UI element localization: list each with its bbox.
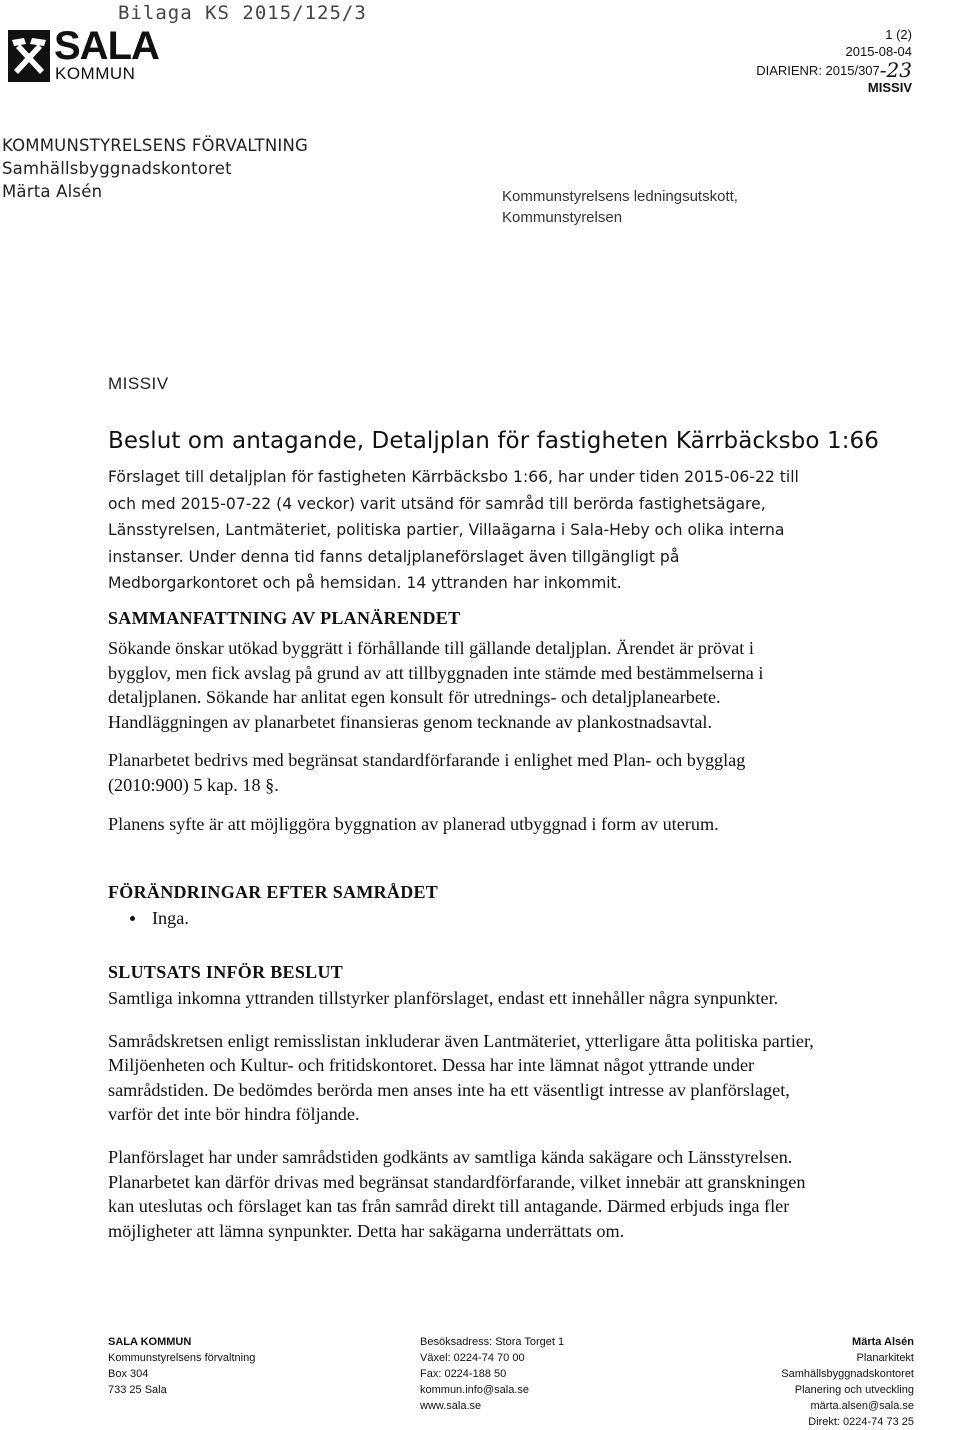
intro-paragraph: Förslaget till detaljplan för fastigheten Kärrbäcksbo 1:66, har under tiden 2015-06-22 till och med 2015-07-22 (4 veckor) varit utsänd för samråd till berörda fastighetsägare, Länsstyrelsen, Lantmäteriet, politiska partier, Villaägarna i Sala-Heby och olika interna instanser. Under denna tid fanns detaljplaneförslaget även tillgängligt på Medborgarkontoret och på hemsidan. 14 yttranden har inkommit. (108, 468, 799, 593)
handler-email-link[interactable]: märta.alsen@sala.se (810, 1400, 914, 1412)
conclusion-paragraph-2: Samrådskretsen enligt remisslistan inkluderar även Lantmäteriet, ytterligare åtta politiska partier, Miljöenheten och Kultur- och fritidskontoret. Dessa har inte lämnat något yttrande under samrådstiden. De bedömdes berörda men anses inte ha ett väsentligt intresse av planförslaget, varför det inte bör hindra följande. (108, 1030, 814, 1125)
document-meta (756, 26, 912, 96)
missiv-label: MISSIV (108, 374, 169, 393)
summary-section (108, 606, 820, 836)
sender-office: Samhällsbyggnadskontoret (2, 159, 232, 178)
changes-heading: FÖRÄNDRINGAR EFTER SAMRÅDET (108, 882, 439, 902)
footer-handler: Märta Alsén Planarkitekt Samhällsbyggnadskontoret Planering och utveckling märta.alsen@sala.se Direkt: 0224-74 73 25 (781, 1336, 914, 1428)
email-link[interactable]: kommun.info@sala.se (420, 1384, 529, 1396)
page-title: Beslut om antagande, Detaljplan för fastigheten Kärrbäcksbo 1:66 (108, 428, 880, 454)
attachment-stamp: Bilaga KS 2015/125/3 (118, 2, 367, 24)
summary-paragraph-1: Sökande önskar utökad byggrätt i förhållande till gällande detaljplan. Ärendet är prövat i bygglov, men fick avslag på grund av att tillbyggnaden inte stämde med bestämmelserna i detaljplanen. Sökande har anlitat egen konsult för utrednings- och detaljplanearbete. Handläggningen av planarbetet finansieras genom tecknande av plankostnadsavtal. (108, 638, 764, 732)
diarienr-handwritten: -23 (879, 58, 912, 82)
conclusion-heading: SLUTSATS INFÖR BESLUT (108, 962, 344, 982)
recipient-line-2: Kommunstyrelsen (502, 209, 623, 226)
page-number: 1 (2) (885, 27, 912, 42)
changes-list-item: Inga. (130, 906, 820, 930)
sender-org: KOMMUNSTYRELSENS FÖRVALTNING (2, 136, 308, 155)
logo-name: SALA (54, 24, 159, 68)
conclusion-paragraph-1: Samtliga inkomna yttranden tillstyrker planförslaget, endast ett innehåller några synpunkter. (108, 988, 779, 1008)
conclusion-section (108, 960, 820, 1243)
summary-heading: SAMMANFATTNING AV PLANÄRENDET (108, 608, 461, 628)
diarienr: DIARIENR: 2015/307-23 (756, 58, 912, 82)
document-date: 2015-08-04 (845, 44, 912, 59)
sala-logo-icon (8, 30, 50, 82)
summary-paragraph-2: Planarbetet bedrivs med begränsat standardförfarande i enlighet med Plan- och bygglag (2010:900) 5 kap. 18 §. (108, 750, 746, 795)
recipient-line-1: Kommunstyrelsens ledningsutskott, (502, 188, 738, 205)
document-type: MISSIV (867, 80, 912, 95)
sender-block (2, 134, 308, 203)
conclusion-paragraph-3: Planförslaget har under samrådstiden godkänts av samtliga kända sakägare och Länsstyrelsen. Planarbetet kan därför drivas med begränsat standardförfarande, vilket innebär att granskningen kan uteslutas och förslaget kan tas från samråd direkt till antagande. Därmed erbjuds inga fler möjligheter att lämna synpunkter. Detta har sakägarna underrättats om. (108, 1146, 806, 1241)
footer-address: SALA KOMMUN Kommunstyrelsens förvaltning Box 304 733 25 Sala (108, 1336, 256, 1396)
footer-contact: Besöksadress: Stora Torget 1 Växel: 0224-74 70 00 Fax: 0224-188 50 kommun.info@sala.se www.sala.se (420, 1336, 565, 1412)
website-link[interactable]: www.sala.se (420, 1400, 482, 1412)
summary-paragraph-3: Planens syfte är att möjliggöra byggnation av planerad utbyggnad i form av uterum. (108, 813, 719, 834)
changes-section (108, 880, 820, 930)
bullet-icon (130, 916, 135, 921)
logo-sub: KOMMUN (55, 64, 136, 83)
recipient-block (502, 186, 738, 228)
hammer-and-pick-icon (8, 30, 50, 82)
sender-person: Märta Alsén (2, 182, 103, 201)
